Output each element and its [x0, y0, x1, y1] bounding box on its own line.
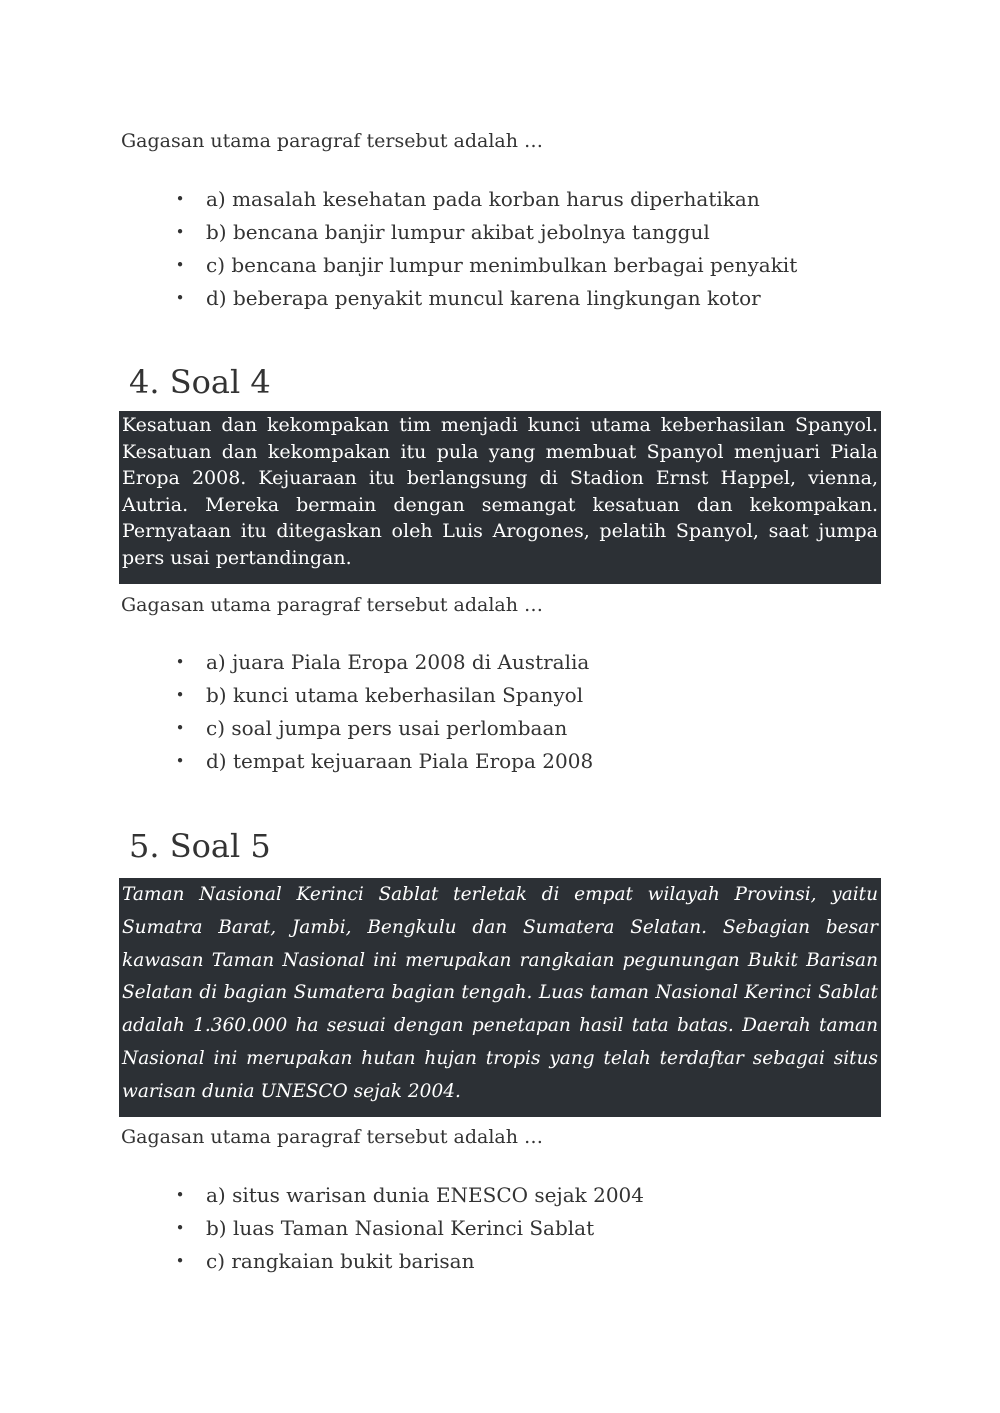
option-label: a) juara Piala Eropa 2008 di Australia	[206, 650, 590, 674]
q5-option-b[interactable]	[175, 1212, 644, 1245]
q3-option-b[interactable]	[175, 216, 797, 249]
bullet-icon: •	[175, 1219, 185, 1237]
bullet-icon: •	[175, 256, 185, 274]
option-label: c) soal jumpa pers usai perlombaan	[206, 716, 568, 740]
bullet-icon: •	[175, 1252, 185, 1270]
q5-heading: 5. Soal 5	[129, 827, 271, 865]
option-label: c) bencana banjir lumpur menimbulkan berbagai penyakit	[206, 253, 798, 277]
bullet-icon: •	[175, 223, 185, 241]
bullet-icon: •	[175, 190, 185, 208]
bullet-icon: •	[175, 719, 185, 737]
q4-option-d[interactable]	[175, 745, 593, 778]
q5-prompt: Gagasan utama paragraf tersebut adalah …	[121, 1126, 544, 1148]
bullet-icon: •	[175, 686, 185, 704]
q4-passage: Kesatuan dan kekompakan tim menjadi kunci utama keberhasilan Spanyol. Kesatuan dan kekompakan itu pula yang membuat Spanyol menjuari Piala Eropa 2008. Kejuaraan itu berlangsung di Stadion Ernst Happel, vienna, Autria. Mereka bermain dengan semangat kesatuan dan kekompakan. Pernyataan itu ditegaskan oleh Luis Arogones, pelatih Spanyol, saat jumpa pers usai pertandingan.	[119, 411, 881, 584]
option-label: b) kunci utama keberhasilan Spanyol	[206, 683, 584, 707]
q5-options	[175, 1179, 644, 1278]
q5-option-a[interactable]	[175, 1179, 644, 1212]
q3-option-a[interactable]	[175, 183, 797, 216]
q4-options	[175, 646, 593, 778]
option-label: d) beberapa penyakit muncul karena lingkungan kotor	[206, 286, 761, 310]
bullet-icon: •	[175, 289, 185, 307]
q4-option-b[interactable]	[175, 679, 593, 712]
option-label: a) situs warisan dunia ENESCO sejak 2004	[206, 1183, 645, 1207]
q3-option-c[interactable]	[175, 249, 797, 282]
q5-passage: Taman Nasional Kerinci Sablat terletak di empat wilayah Provinsi, yaitu Sumatra Barat, Jambi, Bengkulu dan Sumatera Selatan. Sebagian besar kawasan Taman Nasional ini merupakan rangkaian pegunungan Bukit Barisan Selatan di bagian Sumatera bagian tengah. Luas taman Nasional Kerinci Sablat adalah 1.360.000 ha sesuai dengan penetapan hasil tata batas. Daerah taman Nasional ini merupakan hutan hujan tropis yang telah terdaftar sebagai situs warisan dunia UNESCO sejak 2004.	[119, 878, 881, 1117]
option-label: d) tempat kejuaraan Piala Eropa 2008	[206, 749, 594, 773]
q3-options	[175, 183, 797, 315]
q5-option-c[interactable]	[175, 1245, 644, 1278]
q4-option-c[interactable]	[175, 712, 593, 745]
option-label: b) bencana banjir lumpur akibat jebolnya tanggul	[206, 220, 710, 244]
option-label: a) masalah kesehatan pada korban harus diperhatikan	[206, 187, 760, 211]
option-label: b) luas Taman Nasional Kerinci Sablat	[206, 1216, 595, 1240]
q3-option-d[interactable]	[175, 282, 797, 315]
q3-prompt: Gagasan utama paragraf tersebut adalah …	[121, 130, 544, 152]
q4-heading: 4. Soal 4	[129, 363, 271, 401]
bullet-icon: •	[175, 653, 185, 671]
q4-option-a[interactable]	[175, 646, 593, 679]
bullet-icon: •	[175, 1186, 185, 1204]
bullet-icon: •	[175, 752, 185, 770]
q4-prompt: Gagasan utama paragraf tersebut adalah …	[121, 594, 544, 616]
option-label: c) rangkaian bukit barisan	[206, 1249, 475, 1273]
